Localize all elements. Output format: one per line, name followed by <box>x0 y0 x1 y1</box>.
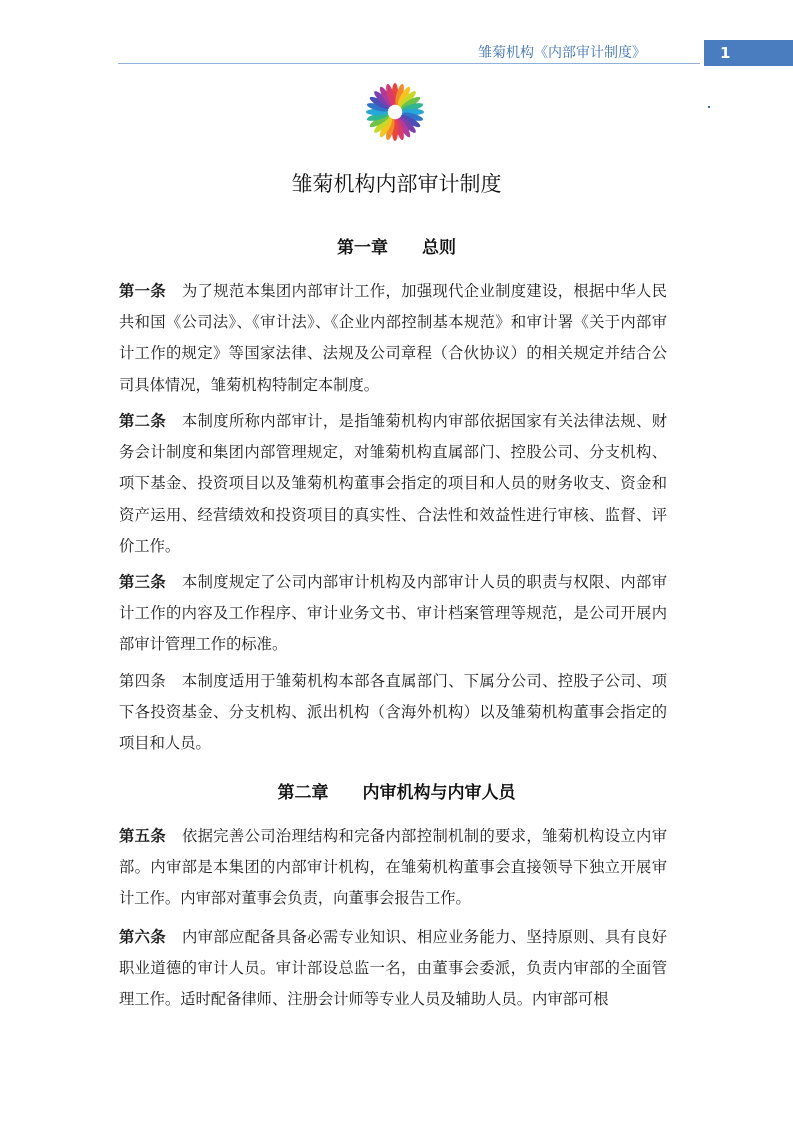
decorative-dot <box>708 106 710 108</box>
chapter-heading-1 <box>0 233 793 258</box>
article-label: 第一条 <box>119 282 166 300</box>
article-label: 第五条 <box>119 827 166 845</box>
article-text: 依据完善公司治理结构和完备内部控制机制的要求，雏菊机构设立内审部。内审部是本集团的内部审计机构，在雏菊机构董事会直接领导下独立开展审计工作。内审部对董事会负责，向董事会报告工作。 <box>119 827 667 908</box>
article-text: 为了规范本集团内部审计工作，加强现代企业制度建设，根据中华人民共和国《公司法》、《审计法》、《企业内部控制基本规范》和审计署《关于内部审计工作的规定》等国家法律、法规及公司章程（合伙协议）的相关规定并结合公司具体情况，雏菊机构特制定本制度。 <box>119 282 667 394</box>
article-text: 本制度规定了公司内部审计机构及内部审计人员的职责与权限、内部审计工作的内容及工作程序、审计业务文书、审计档案管理等规范，是公司开展内部审计管理工作的标准。 <box>119 573 667 654</box>
daisy-logo-icon <box>363 80 427 144</box>
chapter-number: 第二章 <box>277 783 329 803</box>
article-6 <box>119 922 667 1016</box>
page-number-badge: 1 <box>704 40 793 66</box>
header-title: 雏菊机构《内部审计制度》 <box>478 45 646 61</box>
article-text: 内审部应配备具备必需专业知识、相应业务能力、坚持原则、具有良好职业道德的审计人员。审计部设总监一名，由董事会委派，负责内审部的全面管理工作。适时配备律师、注册会计师等专业人员及辅助人员。内审部可根 <box>119 928 667 1009</box>
article-label: 第二条 <box>119 412 166 430</box>
header-divider <box>118 63 700 64</box>
article-3 <box>119 567 667 661</box>
article-text: 本制度适用于雏菊机构本部各直属部门、下属分公司、控股子公司、项下各投资基金、分支机构、派出机构（含海外机构）以及雏菊机构董事会指定的项目和人员。 <box>119 672 667 753</box>
chapter-title: 内审机构与内审人员 <box>362 783 516 803</box>
article-label: 第六条 <box>119 928 166 946</box>
article-5 <box>119 821 667 915</box>
chapter-title: 总则 <box>422 238 456 258</box>
chapter-number: 第一章 <box>337 238 388 258</box>
article-1 <box>119 276 667 401</box>
article-label: 第四条 <box>119 672 166 690</box>
article-4 <box>119 666 667 760</box>
article-text: 本制度所称内部审计，是指雏菊机构内审部依据国家有关法律法规、财务会计制度和集团内部管理规定，对雏菊机构直属部门、控股公司、分支机构、项下基金、投资项目以及雏菊机构董事会指定的项目和人员的财务收支、资金和资产运用、经营绩效和投资项目的真实性、合法性和效益性进行审核、监督、评价工作。 <box>119 412 667 555</box>
chapter-heading-2 <box>0 778 793 803</box>
document-title: 雏菊机构内部审计制度 <box>291 172 502 196</box>
article-label: 第三条 <box>119 573 166 591</box>
article-2 <box>119 406 667 562</box>
